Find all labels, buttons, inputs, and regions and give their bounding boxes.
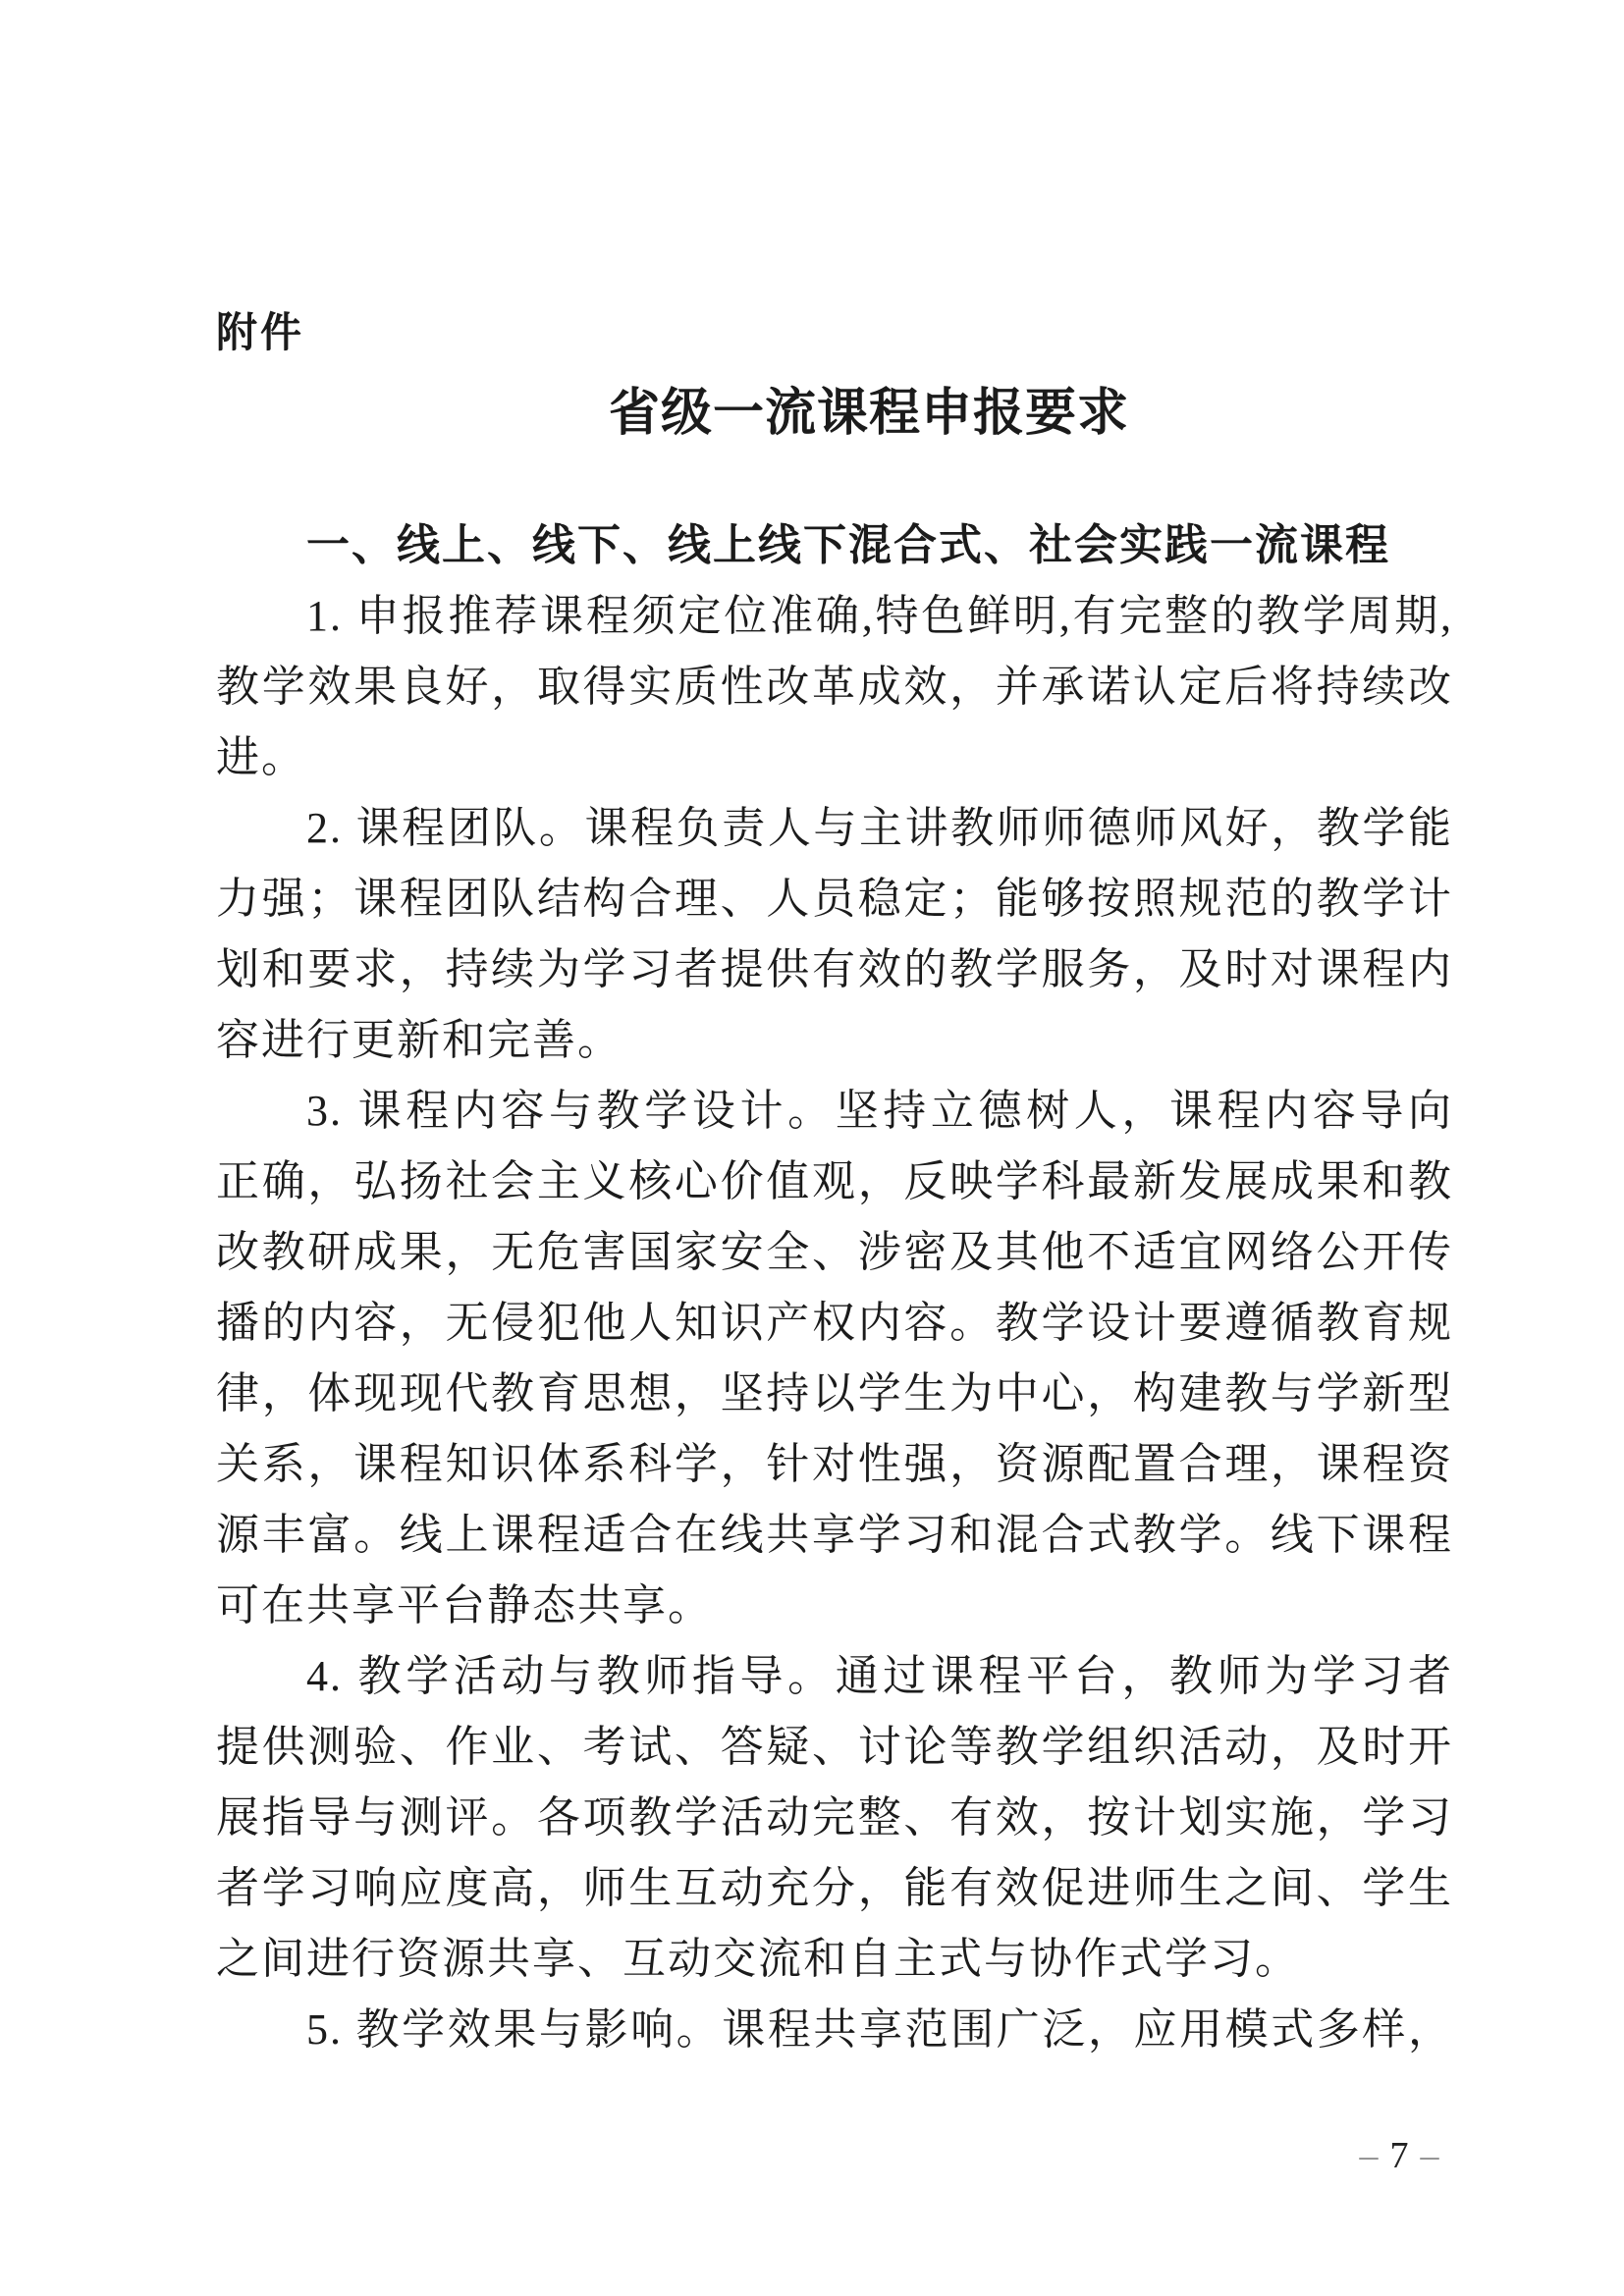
page-number-dash-right: –: [1420, 2135, 1439, 2176]
body-line: 律，体现现代教育思想，坚持以学生为中心，构建教与学新型: [216, 1369, 1453, 1417]
body-line: 源丰富。线上课程适合在线共享学习和混合式教学。线下课程: [216, 1511, 1453, 1559]
body-line: 1. 申报推荐课程须定位准确,特色鲜明,有完整的教学周期,: [306, 592, 1453, 640]
body-flow: [216, 510, 1453, 2065]
body-line: 之间进行资源共享、互动交流和自主式与协作式学习。: [216, 1935, 1300, 1983]
attachment-label: 附件: [216, 309, 305, 355]
body-line: 提供测验、作业、考试、答疑、讨论等教学组织活动，及时开: [216, 1723, 1453, 1771]
body-line: 播的内容，无侵犯他人知识产权内容。教学设计要遵循教育规: [216, 1299, 1453, 1347]
page-number: [1330, 2134, 1468, 2177]
body-line: 展指导与测评。各项教学活动完整、有效，按计划实施，学习: [216, 1793, 1453, 1842]
body-line: 力强；课程团队结构合理、人员稳定；能够按照规范的教学计: [216, 875, 1453, 923]
body-line: 容进行更新和完善。: [216, 1016, 623, 1064]
body-line: 关系，课程知识体系科学，针对性强，资源配置合理，课程资: [216, 1440, 1453, 1488]
body-line: 者学习响应度高，师生互动充分，能有效促进师生之间、学生: [216, 1864, 1453, 1912]
body-line: 3. 课程内容与教学设计。坚持立德树人，课程内容导向: [306, 1087, 1453, 1135]
page-number-dash-left: –: [1359, 2135, 1379, 2176]
body-line: 5. 教学效果与影响。课程共享范围广泛，应用模式多样，: [306, 2005, 1453, 2054]
body-line: 4. 教学活动与教师指导。通过课程平台，教师为学习者: [306, 1652, 1453, 1700]
page-number-value: 7: [1389, 2135, 1409, 2176]
body-line: 正确，弘扬社会主义核心价值观，反映学科最新发展成果和教: [216, 1157, 1453, 1205]
body-line: 改教研成果，无危害国家安全、涉密及其他不适宜网络公开传: [216, 1228, 1453, 1276]
document-title: 省级一流课程申报要求: [609, 386, 1130, 442]
section-heading: 一、线上、线下、线上线下混合式、社会实践一流课程: [306, 521, 1390, 569]
body-line: 教学效果良好，取得实质性改革成效，并承诺认定后将持续改: [216, 663, 1453, 711]
body-line: 2. 课程团队。课程负责人与主讲教师师德师风好，教学能: [306, 804, 1453, 852]
body-line: 划和要求，持续为学习者提供有效的教学服务，及时对课程内: [216, 945, 1453, 993]
body-line: 进。: [216, 733, 306, 781]
body-line: 可在共享平台静态共享。: [216, 1581, 713, 1629]
